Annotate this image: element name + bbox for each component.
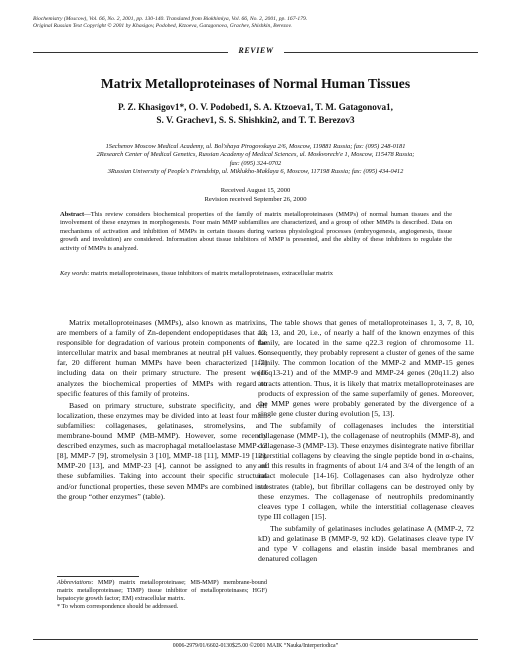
right-column [258,318,474,566]
body-paragraph: The table shows that genes of metalloproteinases 1, 3, 7, 8, 10, 12, 13, and 20, i.e., of nearly a half of the known enzymes of this family, are located in the same q22.3 region of chromosome 11. Consequently, they probably represent a cluster of genes of the same family. The common location of the MMP-2 and MMP-15 genes (16q13-21) and of the MMP-9 and MMP-24 genes (20q11.2) also attracts attention. Thus, it is likely that matrix metalloproteinases are products of expression of the same superfamily of genes. Moreover, the MMP genes were probably generated by the divergence of a single gene cluster during evolution [5, 13]. [258,318,474,418]
affiliation-3: 3Russian University of People's Friendship, ul. Miklukho-Maklaya 6, Moscow, 117198 Russia; fax: (095) 434-0412 [107,168,404,176]
affiliations [50,143,461,177]
journal-header-line-1: Biochemistry (Moscow), Vol. 66, No. 2, 2001, pp. 130-140. Translated from Biokhimiya, Vol. 66, No. 2, 2001, pp. 167-179. [33,16,308,22]
authors-line-2: S. V. Grachev1, S. S. Shishkin2, and T. T. Berezov3 [156,114,355,125]
page-footer: 0006-2979/01/6602-0130$25.00 ©2001 MAIK “Nauka/Interperiodica” [172,643,339,649]
abbreviations-footnote [57,579,267,603]
article-dates [33,187,478,204]
abbreviations-label: Abbreviations [57,579,92,586]
body-paragraph: Matrix metalloproteinases (MMPs), also known as matrixins, are members of a family of Zn-dependent endopeptidases that are responsible for degradation of various protein components of the intercellular matrix and basal membranes at neutral pH values. So far, 20 different human MMPs have been characterized [1-7] including data on their primary structure. The present work analyzes the biochemical properties of MMPs with regard to specific features of this family of proteins. [57,318,267,398]
affiliation-1: 1Sechenov Moscow Medical Academy, ul. Bol'shaya Pirogovskaya 2/6, Moscow, 119881 Russia; fax: (095) 248-0181 [105,143,406,150]
left-column [57,318,267,504]
revised-date: Revision received September 26, 2000 [204,195,307,203]
section-label: REVIEW [238,46,274,55]
keywords-text: : matrix metalloproteinases, tissue inhibitors of matrix metalloproteinases, extracellular matrix [87,270,334,277]
keywords-label: Key words [60,270,88,277]
correspondence-footnote: * To whom correspondence should be addressed. [57,603,179,610]
section-rule-right [284,52,478,53]
article-title: Matrix Metalloproteinases of Normal Human Tissues [100,76,411,91]
abstract-text: —This review considers biochemical properties of the family of matrix metalloproteinases (MMPs) of normal human tissues and the involvement of these enzymes in morphogenesis. Four main MMP subfamilies are characterized, and a group of other MMPs is described. Data on mechanisms of activation and inhibition of MMPs in certain tissues during various physiological processes (embryogenesis, angiogenesis, tissue growth and involution) are considered. Information about tissue inhibitors of MMP is presented, and the ability of these inhibitors to regulate the activity of MMPs is analyzed. [60,211,452,252]
affiliation-2: 2Research Center of Medical Genetics, Russian Academy of Medical Sciences, ul. Moskvorech'e 1, Moscow, 115478 Russia; [96,151,415,159]
abbreviations-text: : MMP) matrix metalloproteinase; MB-MMP) membrane-bound matrix metalloproteinase; TIMP) tissue inhibitor of metalloproteinases; HGF) hepatocyte growth factor; EM) extracellular matrix. [57,579,267,602]
body-paragraph: Based on primary structure, substrate specificity, and cell localization, these enzymes may be divided into at least four main subfamilies: collagenases, gelatinases, stromelysins, and membrane-bound MMP (MB-MMP). However, some recently described enzymes, such as macrophagal metalloelastase MMP-12 [8], MMP-7 [9], stromelysin 3 [10], MMP-18 [11], MMP-19 [12], MMP-20 [13], and MMP-23 [4], cannot be assigned to any of these subfamilies. Taking into account their specific structural and/or functional properties, these seven MMPs are combined into the group “other enzymes” (table). [57,400,267,501]
received-date: Received August 15, 2000 [220,187,291,194]
journal-header-line-2: Original Russian Text Copyright © 2001 by Khasigov, Podobed, Ktzoeva, Gatagonova, Grachev, Shishkin, Berezov. [33,22,292,29]
author-list [33,101,478,126]
abstract-label: Abstract [60,211,85,218]
keywords [60,270,452,278]
footer-rule [33,639,478,640]
footnote-rule [57,576,139,577]
journal-header [33,16,483,29]
authors-line-1: P. Z. Khasigov1*, O. V. Podobed1, S. A. Ktzoeva1, T. M. Gatagonova1, [118,102,393,112]
abstract [60,211,452,253]
body-paragraph: The subfamily of gelatinases includes gelatinase A (MMP-2, 72 kD) and gelatinase B (MMP-9, 92 kD). Gelatinases cleave type IV and type V collagens and elastin inside basal membranes and denatured collagen [258,523,474,564]
affiliation-2-fax: fax: (095) 324-0702 [229,159,282,167]
body-paragraph: The subfamily of collagenases includes the interstitial collagenase (MMP-1), the collagenase of neutrophils (MMP-8), and collagenase-3 (MMP-13). These enzymes disintegrate native fibrillar interstitial collagens by cleaving the single peptide bond in α-chains, and this results in fragments of about 1/4 and 3/4 of the length of an intact molecule [14-16]. Collagenases can also hydrolyze other substrates (table), but fibrillar collagens can be destroyed only by these enzymes. The collagenase of neutrophils predominantly cleaves type I collagen, while the interstitial collagenase cleaves type III collagen [15]. [258,420,474,521]
section-rule-left [33,52,228,53]
footnotes [57,579,267,611]
